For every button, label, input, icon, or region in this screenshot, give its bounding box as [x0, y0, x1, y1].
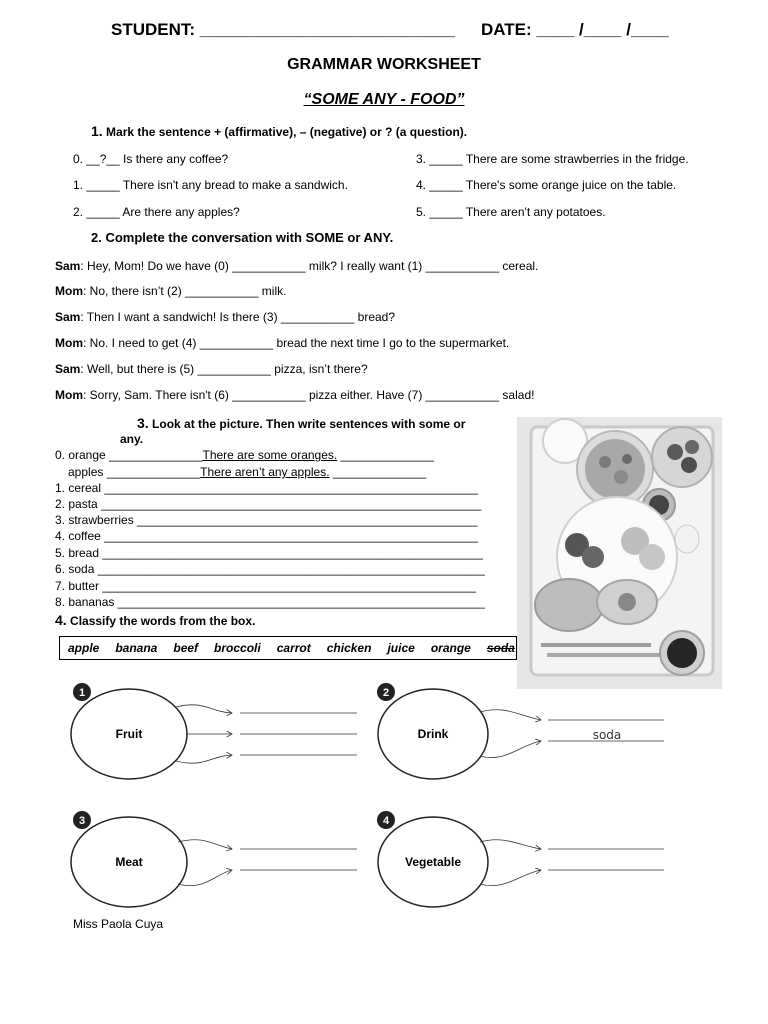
category-vegetable: [377, 811, 664, 907]
worksheet-subtitle: “SOME ANY - FOOD”: [303, 91, 465, 108]
example-label: 0. orange ______________: [55, 448, 203, 462]
speaker-name: Mom: [55, 388, 83, 402]
section1-item-1: 1. _____ There isn't any bread to make a sandwich.: [73, 178, 348, 192]
badge-number: 1: [78, 687, 86, 699]
speaker-name: Sam: [55, 259, 81, 273]
speaker-name: Mom: [55, 284, 83, 298]
section4-instruction: Classify the words from the box.: [70, 614, 256, 628]
section1-instruction: Mark the sentence + (affirmative), – (negative) or ? (a question).: [106, 125, 468, 139]
section3-item: 2. pasta _________________________________________________________: [55, 497, 482, 511]
section3-item: 3. strawberries ___________________________________________________: [55, 513, 478, 527]
word: banana: [115, 641, 158, 655]
badge-number: 4: [382, 815, 390, 827]
section2-heading: 2. Complete the conversation with SOME or ANY.: [91, 230, 394, 245]
date-field-label: DATE: ____ /____ /____: [481, 20, 669, 39]
section1-item-5: 5. _____ There aren't any potatoes.: [416, 205, 606, 219]
student-field-label: STUDENT: ___________________________: [111, 20, 456, 39]
example-blank: ______________: [106, 465, 201, 479]
word: broccoli: [214, 641, 261, 655]
line-text: : No. I need to get (4) ___________ bread the next time I go to the supermarket.: [83, 336, 510, 350]
badge-number: 2: [382, 687, 390, 699]
section1-number: 1.: [91, 123, 103, 139]
category-label: Meat: [115, 855, 143, 869]
section3-item: 4. coffee ________________________________________________________: [55, 529, 478, 543]
speaker-name: Mom: [55, 336, 83, 350]
category-label: Fruit: [115, 727, 143, 741]
word: carrot: [276, 641, 311, 655]
section3-item: 6. soda __________________________________________________________: [55, 562, 485, 576]
section3-item: 5. bread _________________________________________________________: [55, 546, 483, 560]
word: chicken: [326, 641, 372, 655]
category-meat: [71, 811, 357, 907]
example-label: apples: [68, 465, 104, 479]
section3-item: 7. butter ________________________________________________________: [55, 579, 477, 593]
category-fruit: [71, 683, 357, 779]
word: apple: [68, 641, 100, 655]
section3-instruction: Look at the picture. Then write sentences with some or: [152, 417, 466, 431]
line-text: : No, there isn’t (2) ___________ milk.: [83, 284, 287, 298]
category-label: Drink: [417, 727, 449, 741]
line-text: : Then I want a sandwich! Is there (3) ___________ bread?: [80, 310, 396, 324]
section1-item-3: 3. _____ There are some strawberries in the fridge.: [416, 152, 689, 166]
section4-number: 4.: [55, 612, 67, 628]
example-blank: ______________: [332, 465, 427, 479]
example-answer: There are some oranges.: [202, 448, 338, 462]
badge-number: 3: [78, 815, 86, 827]
example-answer: There aren’t any apples.: [200, 465, 330, 479]
line-text: : Sorry, Sam. There isn't (6) ___________ pizza either. Have (7) ___________ salad!: [83, 388, 535, 402]
line-text: : Well, but there is (5) ___________ pizza, isn’t there?: [80, 362, 368, 376]
category-label: Vegetable: [404, 855, 462, 869]
example-answer: soda: [592, 728, 622, 742]
line-text: : Hey, Mom! Do we have (0) ___________ milk? I really want (1) ___________ cereal.: [80, 259, 539, 273]
speaker-name: Sam: [55, 362, 81, 376]
author-footer: Miss Paola Cuya: [73, 917, 164, 931]
example-blank: ______________: [340, 448, 435, 462]
word: juice: [387, 641, 415, 655]
section3-item: 1. cereal ________________________________________________________: [55, 481, 479, 495]
section1-item-0: 0. __?__ Is there any coffee?: [73, 152, 229, 166]
speaker-name: Sam: [55, 310, 81, 324]
section3-number: 3.: [137, 415, 149, 431]
section3-instruction-cont: any.: [120, 432, 144, 446]
category-drink: [377, 683, 664, 779]
worksheet-title: GRAMMAR WORKSHEET: [287, 56, 481, 73]
word-struck: soda: [486, 641, 515, 655]
section1-item-2: 2. _____ Are there any apples?: [73, 205, 240, 219]
section3-item: 8. bananas _______________________________________________________: [55, 595, 485, 609]
section1-item-4: 4. _____ There's some orange juice on the table.: [416, 178, 677, 192]
word: beef: [173, 641, 199, 655]
word: orange: [430, 641, 471, 655]
